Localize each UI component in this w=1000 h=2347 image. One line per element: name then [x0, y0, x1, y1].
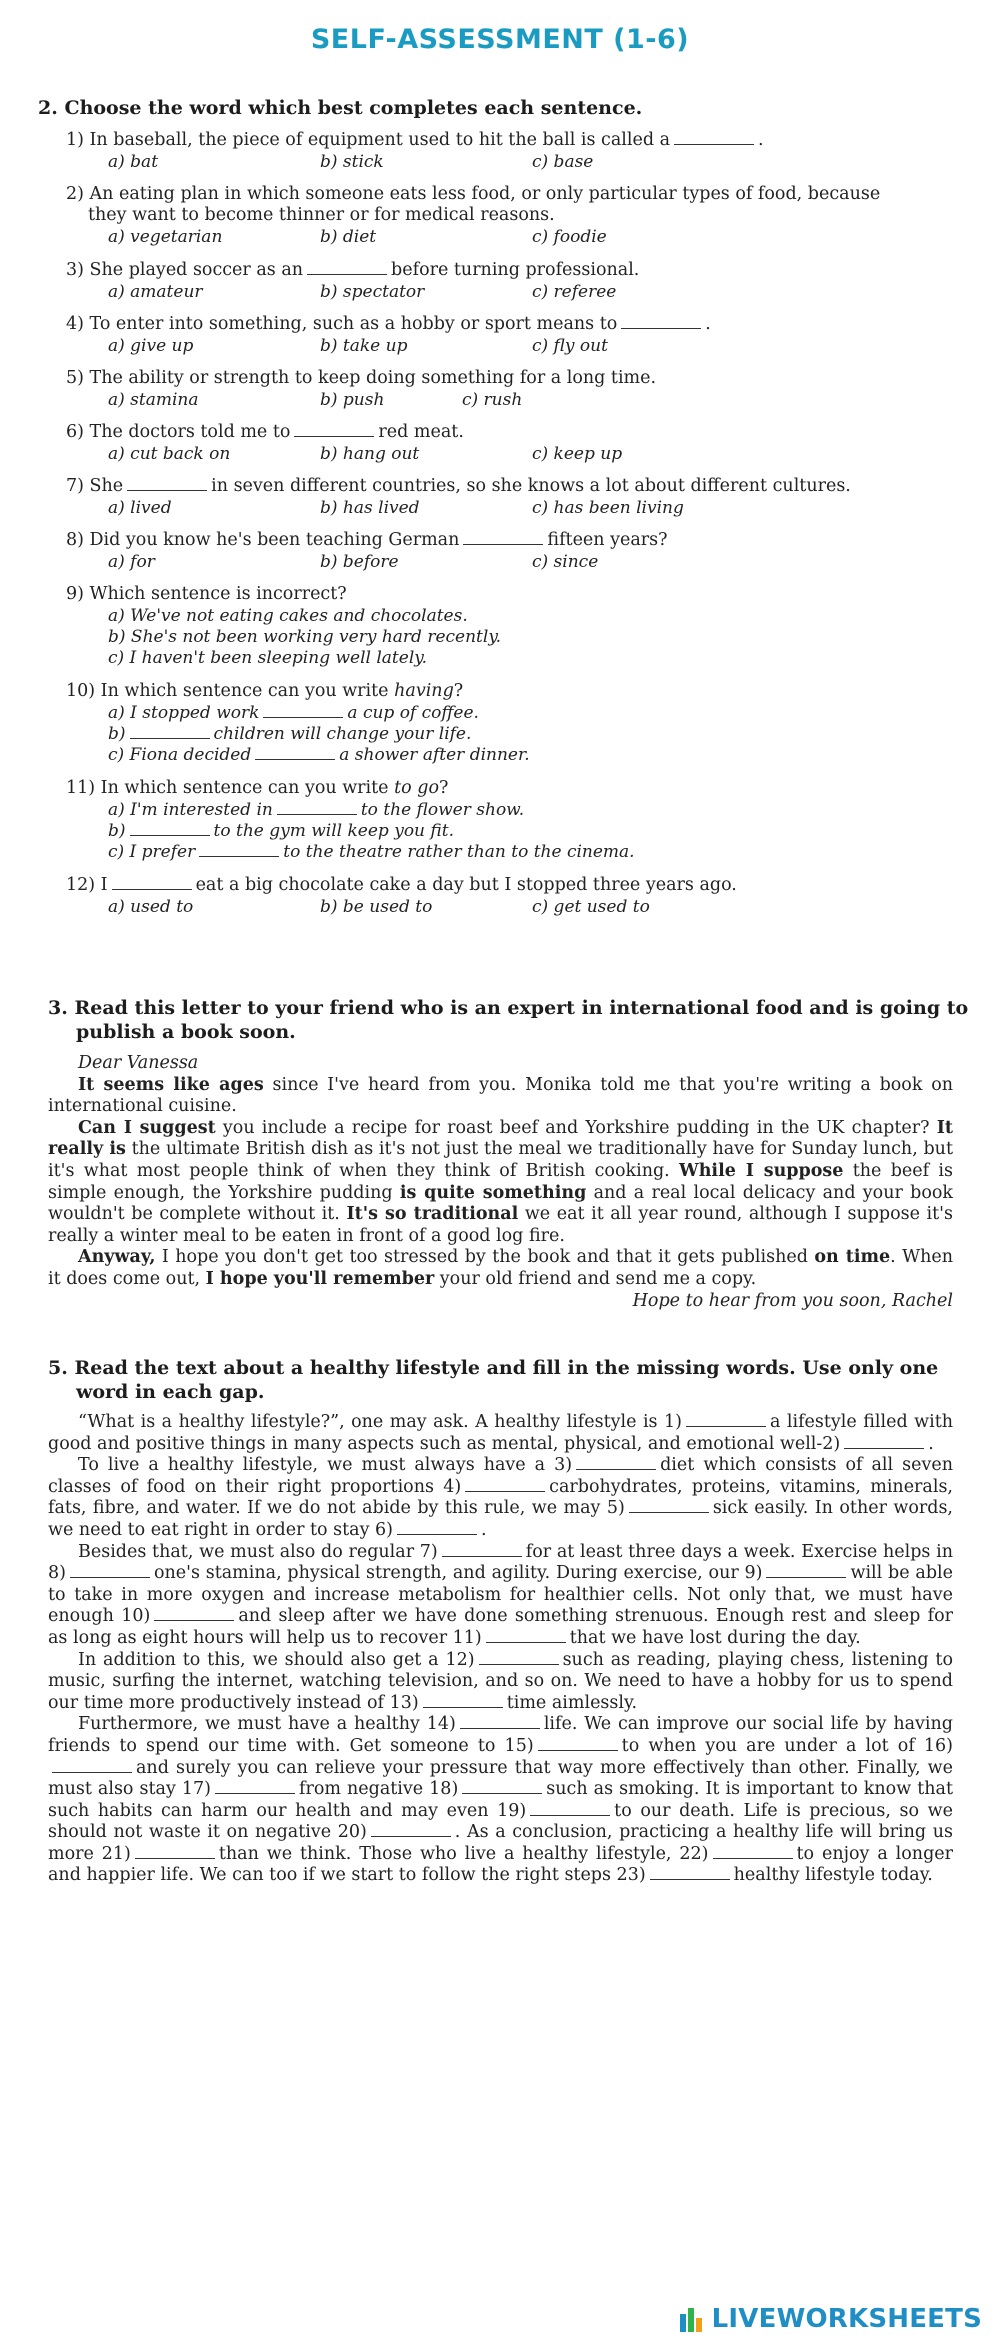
- text: a lifestyle filled with good and positive things in many aspects such as mental, physical, and emotional well-2): [48, 1412, 953, 1454]
- question-11-word: to go: [394, 778, 439, 798]
- option-b[interactable]: b) push: [320, 390, 385, 410]
- blank-q1[interactable]: [674, 130, 754, 145]
- text: To live a healthy lifestyle, we must always have a 3): [78, 1455, 573, 1476]
- option-a[interactable]: a) bat: [108, 152, 159, 172]
- text: and surely you can relieve your pressure that way more effectively than other. Finally, we must also stay 17): [48, 1757, 953, 1800]
- option-a-start: a) I'm interested in: [108, 800, 273, 820]
- gap-7[interactable]: [442, 1542, 522, 1557]
- phrase: It really is: [48, 1117, 953, 1160]
- question-3-end: before turning professional.: [391, 260, 640, 280]
- gap-16[interactable]: [52, 1758, 132, 1773]
- option-a-start: a) I stopped work: [108, 703, 260, 723]
- question-8: [66, 530, 668, 551]
- gap-1[interactable]: [686, 1412, 766, 1427]
- option-b[interactable]: b) before: [320, 552, 399, 572]
- gap-20[interactable]: [371, 1822, 451, 1837]
- option-b[interactable]: b) She's not been working very hard recently.: [108, 627, 502, 647]
- text: the ultimate British dish as it's not just the meal we traditionally have for Sunday lunch, but it's what most people think of when they think of British cooking.: [48, 1139, 953, 1181]
- section-5-heading-line1: 5. Read the text about a healthy lifestyle and fill in the missing words. Use only one: [48, 1357, 939, 1379]
- gap-14[interactable]: [460, 1714, 540, 1729]
- option-a-end: a cup of coffee.: [347, 703, 479, 723]
- option-a-end: to the flower show.: [360, 800, 525, 820]
- gap-paragraph-5: [48, 1714, 953, 1887]
- option-c[interactable]: c) fly out: [532, 336, 608, 356]
- option-c[interactable]: c) keep up: [532, 444, 623, 464]
- question-9: 9) Which sentence is incorrect?: [66, 584, 347, 604]
- gap-paragraph-4: [48, 1650, 953, 1715]
- section-5-heading-line2: word in each gap.: [76, 1381, 265, 1403]
- text: you include a recipe for roast beef and Yorkshire pudding in the UK chapter?: [215, 1117, 937, 1138]
- question-2-line2: they want to become thinner or for medical reasons.: [88, 205, 555, 225]
- text: Besides that, we must also do regular 7): [78, 1541, 438, 1562]
- text: such as smoking. It is important to know that such habits can harm our health and may even 19): [48, 1779, 954, 1821]
- question-8-end: fifteen years?: [547, 530, 668, 550]
- option-b-start: b): [108, 724, 126, 744]
- letter-paragraph-1: [48, 1075, 953, 1118]
- liveworksheets-logo-text: LIVEWORKSHEETS: [711, 2304, 982, 2334]
- question-10-word: having: [394, 681, 454, 701]
- text: to our death. Life is precious, so we should not waste it on negative 20): [48, 1800, 953, 1843]
- letter-paragraph-2: [48, 1118, 953, 1248]
- option-b-start: b): [108, 821, 126, 841]
- text: we eat it all year round, although I suppose it's really a winter meal to be eaten in front of a good log fire.: [48, 1204, 953, 1246]
- gap-fill-text: [48, 1412, 953, 1887]
- text: time aimlessly.: [506, 1692, 638, 1713]
- option-c[interactable]: c) rush: [462, 390, 523, 410]
- phrase: It's so traditional: [346, 1204, 519, 1225]
- option-c-start: c) Fiona decided: [108, 745, 252, 765]
- blank-q7[interactable]: [127, 476, 207, 491]
- question-11-text: 11) In which sentence can you write: [66, 778, 389, 798]
- question-11: [66, 778, 448, 799]
- option-c[interactable]: c) referee: [532, 282, 617, 302]
- text: . When it does come out,: [48, 1247, 954, 1289]
- option-a[interactable]: a) stamina: [108, 390, 199, 410]
- gap-11[interactable]: [486, 1628, 566, 1643]
- text: your old friend and send me a copy.: [434, 1268, 757, 1289]
- text: such as reading, playing chess, listening to music, surfing the internet, watching television, and so on. We need to have a hobby for us to spend our time more productively instead of 13): [48, 1649, 953, 1713]
- option-c[interactable]: c) foodie: [532, 227, 607, 247]
- question-3-text: 3) She played soccer as an: [66, 260, 304, 280]
- option-a[interactable]: a) lived: [108, 498, 172, 518]
- option-a[interactable]: a) vegetarian: [108, 227, 223, 247]
- text: I hope you don't get too stressed by the book and that it gets published: [155, 1247, 815, 1268]
- option-b[interactable]: b) diet: [320, 227, 377, 247]
- letter-greeting: Dear Vanessa: [78, 1053, 199, 1073]
- text: “What is a healthy lifestyle?”, one may ask. A healthy lifestyle is 1): [78, 1412, 682, 1432]
- question-10-end: ?: [453, 681, 464, 701]
- option-c[interactable]: [108, 745, 530, 766]
- blank-q3[interactable]: [307, 260, 387, 275]
- gap-9[interactable]: [766, 1563, 846, 1578]
- blank-q4[interactable]: [621, 314, 701, 329]
- question-7-text: 7) She: [66, 476, 124, 496]
- option-c-end: to the theatre rather than to the cinema.: [283, 842, 635, 862]
- option-a[interactable]: a) used to: [108, 897, 194, 917]
- text: diet which consists of all seven classes of food on their right proportions 4): [48, 1455, 953, 1497]
- text: healthy lifestyle today.: [733, 1865, 933, 1886]
- option-b[interactable]: b) has lived: [320, 498, 420, 518]
- phrase: is quite something: [399, 1182, 587, 1203]
- text: sick easily. In other words, we need to eat right in order to stay 6): [48, 1498, 953, 1540]
- text: will be able to take in more oxygen and increase metabolism for healthier cells. Not only that, we must have enough 10): [48, 1563, 954, 1627]
- blank-q8[interactable]: [463, 530, 543, 545]
- blank-q11a[interactable]: [277, 800, 357, 815]
- gap-23[interactable]: [650, 1865, 730, 1880]
- text: In addition to this, we should also get a 12): [78, 1649, 475, 1670]
- section-3-heading-line2: publish a book soon.: [76, 1021, 296, 1043]
- blank-q11c[interactable]: [199, 842, 279, 857]
- blank-q10a[interactable]: [263, 703, 343, 718]
- question-12-end: eat a big chocolate cake a day but I stopped three years ago.: [195, 875, 737, 895]
- option-b-end: children will change your life.: [213, 724, 472, 744]
- liveworksheets-logo-icon: [678, 2304, 708, 2334]
- blank-q10c[interactable]: [255, 745, 335, 760]
- gap-3[interactable]: [576, 1455, 656, 1470]
- liveworksheets-logo: [678, 2301, 982, 2337]
- gap-4[interactable]: [465, 1477, 545, 1492]
- text: to enjoy a longer and happier life. We can too if we start to follow the right steps 23): [48, 1843, 954, 1886]
- gap-21[interactable]: [135, 1844, 215, 1859]
- phrase: While I suppose: [679, 1160, 844, 1181]
- section-3-heading-line1: 3. Read this letter to your friend who is an expert in international food and is going to: [48, 997, 969, 1019]
- gap-12[interactable]: [479, 1650, 559, 1665]
- text: .: [481, 1519, 487, 1540]
- option-b[interactable]: b) hang out: [320, 444, 420, 464]
- section-2-heading: 2. Choose the word which best completes each sentence.: [38, 97, 643, 119]
- page-title: SELF-ASSESSMENT (1-6): [310, 24, 690, 55]
- phrase: I hope you'll remember: [205, 1268, 435, 1289]
- phrase: Can I suggest: [78, 1117, 216, 1138]
- gap-8[interactable]: [70, 1563, 150, 1578]
- gap-2[interactable]: [844, 1434, 924, 1449]
- blank-q12[interactable]: [112, 875, 192, 890]
- question-4-end: .: [705, 314, 711, 334]
- phrase: on time: [814, 1247, 891, 1268]
- gap-6[interactable]: [397, 1520, 477, 1535]
- text: .: [928, 1433, 934, 1454]
- gap-18[interactable]: [462, 1779, 542, 1794]
- question-1: [66, 130, 764, 151]
- option-a[interactable]: [108, 800, 524, 821]
- text: life. We can improve our social life by having friends to spend our time with. Get someone to 15): [48, 1714, 953, 1756]
- question-1-text: 1) In baseball, the piece of equipment used to hit the ball is called a: [66, 130, 671, 150]
- question-7-end: in seven different countries, so she knows a lot about different cultures.: [211, 476, 851, 496]
- question-11-end: ?: [438, 778, 449, 798]
- text: to when you are under a lot of 16): [621, 1735, 954, 1756]
- question-4-text: 4) To enter into something, such as a hobby or sport means to: [66, 314, 618, 334]
- option-c[interactable]: c) base: [532, 152, 594, 172]
- gap-22[interactable]: [713, 1844, 793, 1859]
- option-c-start: c) I prefer: [108, 842, 196, 862]
- option-c[interactable]: [108, 842, 635, 863]
- question-8-text: 8) Did you know he's been teaching German: [66, 530, 460, 550]
- option-c[interactable]: c) has been living: [532, 498, 684, 518]
- gap-5[interactable]: [629, 1498, 709, 1513]
- text: than we think. Those who live a healthy lifestyle, 22): [218, 1843, 709, 1864]
- question-4: [66, 314, 711, 335]
- option-a[interactable]: [108, 703, 479, 724]
- option-a[interactable]: a) give up: [108, 336, 194, 356]
- option-c[interactable]: c) since: [532, 552, 599, 572]
- letter: [48, 1053, 953, 1312]
- option-c[interactable]: c) get used to: [532, 897, 650, 917]
- text: for at least three days a week. Exercise helps in 8): [48, 1541, 954, 1584]
- option-b[interactable]: b) be used to: [320, 897, 433, 917]
- question-5: 5) The ability or strength to keep doing something for a long time.: [66, 368, 657, 388]
- option-c-end: a shower after dinner.: [339, 745, 530, 765]
- option-b[interactable]: b) spectator: [320, 282, 425, 302]
- blank-q11b[interactable]: [130, 821, 210, 836]
- gap-paragraph-2: [48, 1455, 953, 1541]
- question-12-text: 12) I: [66, 875, 108, 895]
- question-10: [66, 681, 463, 702]
- question-6: [66, 422, 464, 443]
- option-c[interactable]: c) I haven't been sleeping well lately.: [108, 648, 428, 668]
- option-a[interactable]: a) cut back on: [108, 444, 231, 464]
- letter-paragraph-3: [48, 1247, 953, 1290]
- text: Furthermore, we must have a healthy 14): [78, 1714, 456, 1735]
- question-1-end: .: [758, 130, 764, 150]
- blank-q6[interactable]: [294, 422, 374, 437]
- text: since I've heard from you. Monika told me that you're writing a book on international cuisine.: [48, 1074, 954, 1117]
- gap-paragraph-1: [48, 1412, 953, 1455]
- question-6-text: 6) The doctors told me to: [66, 422, 291, 442]
- question-12: [66, 875, 737, 896]
- phrase: Anyway,: [78, 1247, 156, 1268]
- blank-q10b[interactable]: [130, 724, 210, 739]
- option-b-end: to the gym will keep you fit.: [213, 821, 454, 841]
- text: that we have lost during the day.: [569, 1627, 861, 1648]
- text: and sleep after we have done something strenuous. Enough rest and sleep for as long as eight hours will help us to recover 11): [48, 1606, 953, 1648]
- gap-paragraph-3: [48, 1542, 953, 1650]
- gap-15[interactable]: [538, 1736, 618, 1751]
- text: one's stamina, physical strength, and agility. During exercise, our 9): [153, 1563, 763, 1584]
- option-a[interactable]: a) for: [108, 552, 155, 572]
- question-6-end: red meat.: [378, 422, 464, 442]
- gap-13[interactable]: [423, 1693, 503, 1708]
- text: from negative 18): [298, 1779, 459, 1800]
- option-a[interactable]: a) We've not eating cakes and chocolates.: [108, 606, 468, 626]
- option-a[interactable]: a) amateur: [108, 282, 203, 302]
- question-10-text: 10) In which sentence can you write: [66, 681, 389, 701]
- gap-19[interactable]: [530, 1801, 610, 1816]
- phrase: It seems like ages: [78, 1074, 264, 1095]
- option-b[interactable]: [108, 724, 471, 745]
- text: and a real local delicacy and your book wouldn't be complete without it.: [48, 1182, 953, 1225]
- text: . As a conclusion, practicing a healthy life will bring us more 21): [48, 1822, 953, 1864]
- text: the beef is simple enough, the Yorkshire pudding: [48, 1160, 953, 1203]
- gap-10[interactable]: [154, 1606, 234, 1621]
- option-b[interactable]: b) take up: [320, 336, 408, 356]
- question-2-line1: 2) An eating plan in which someone eats less food, or only particular types of food, because: [66, 184, 881, 204]
- gap-17[interactable]: [215, 1779, 295, 1794]
- text: carbohydrates, proteins, vitamins, minerals, fats, fibre, and water. If we do not abide by this rule, we may 5): [48, 1476, 953, 1519]
- question-3: [66, 260, 639, 281]
- letter-signoff: Hope to hear from you soon, Rachel: [632, 1290, 953, 1311]
- question-7: [66, 476, 851, 497]
- option-b[interactable]: b) stick: [320, 152, 384, 172]
- option-b[interactable]: [108, 821, 454, 842]
